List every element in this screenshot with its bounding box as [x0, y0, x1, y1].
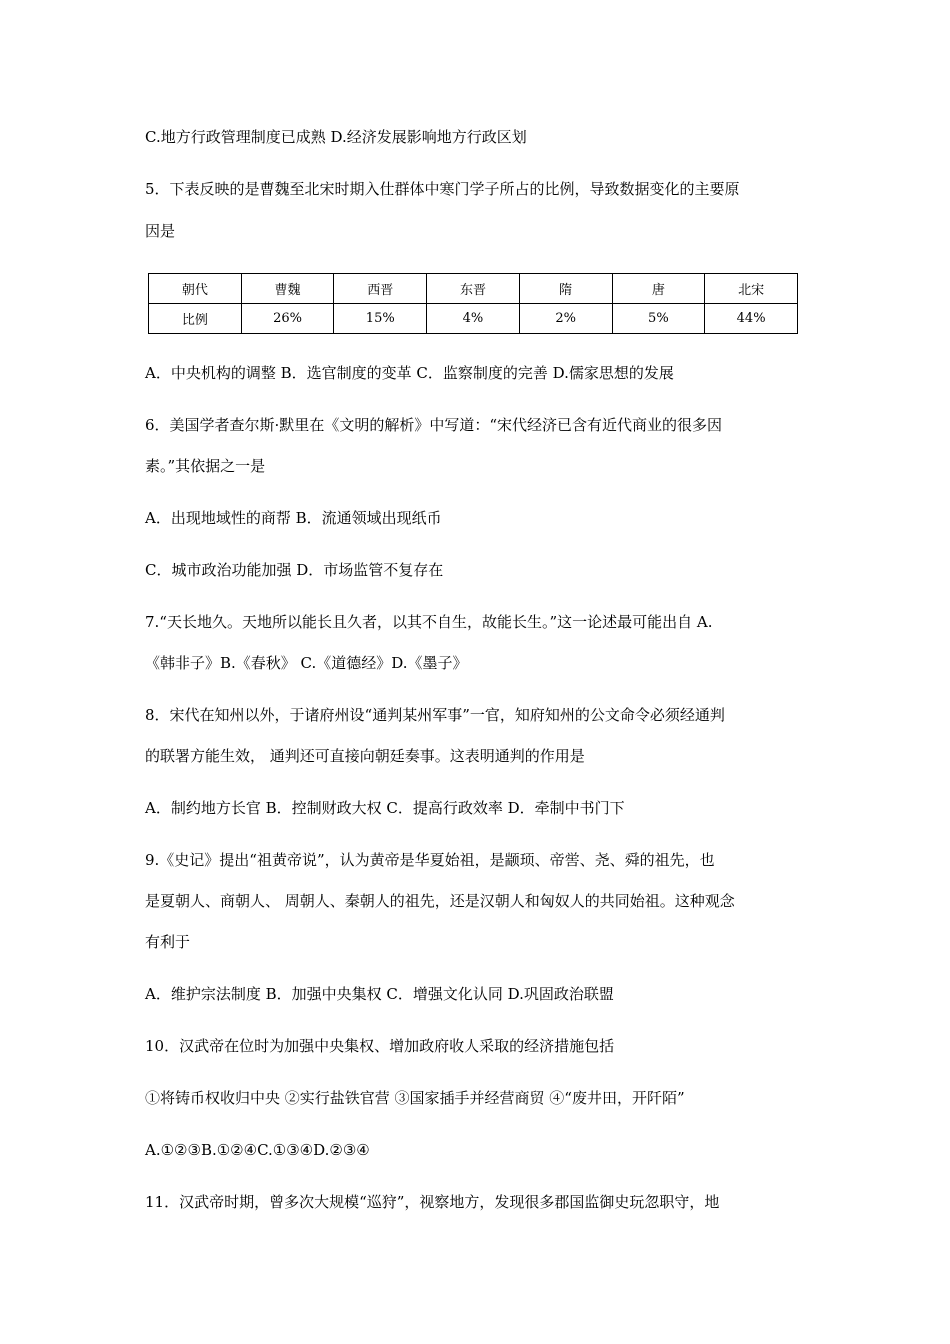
table-header-cell: 朝代 — [149, 274, 242, 304]
table-cell: 5% — [612, 304, 705, 334]
q8-stem-line-2: 的联署方能生效， 通判还可直接向朝廷奏事。这表明通判的作用是 — [145, 747, 585, 765]
q6-stem-line-2: 素。”其依据之一是 — [145, 457, 266, 475]
q8-options: A．制约地方长官 B．控制财政大权 C．提高行政效率 D．牵制中书门下 — [145, 799, 625, 817]
q5-options: A．中央机构的调整 B．选官制度的变革 C．监察制度的完善 D.儒家思想的发展 — [145, 364, 674, 382]
table-cell: 15% — [334, 304, 427, 334]
table-header-cell: 东晋 — [427, 274, 520, 304]
table-cell: 2% — [519, 304, 612, 334]
table-header-row — [149, 274, 798, 304]
q10-options: A.①②③B.①②④C.①③④D.②③④ — [145, 1141, 370, 1159]
q9-options: A．维护宗法制度 B．加强中央集权 C．增强文化认同 D.巩固政治联盟 — [145, 985, 614, 1003]
table-header-cell: 隋 — [519, 274, 612, 304]
q8-stem-line-1: 8．宋代在知州以外，于诸府州设“通判某州军事”一官，知府知州的公文命令必须经通判 — [145, 706, 725, 724]
q9-stem-line-1: 9.《史记》提出“祖黄帝说”，认为黄帝是华夏始祖，是颛顼、帝喾、尧、舜的祖先，也 — [145, 851, 715, 869]
q6-options-ab: A．出现地域性的商帮 B．流通领域出现纸币 — [145, 509, 442, 527]
table-header-cell: 曹魏 — [241, 274, 334, 304]
table-cell: 26% — [241, 304, 334, 334]
q9-stem-line-2: 是夏朝人、商朝人、 周朝人、秦朝人的祖先，还是汉朝人和匈奴人的共同始祖。这种观念 — [145, 892, 735, 910]
q7-options: 《韩非子》B.《春秋》 C.《道德经》D.《墨子》 — [145, 654, 468, 672]
q4-option-cd: C.地方行政管理制度已成熟 D.经济发展影响地方行政区划 — [145, 128, 527, 146]
table-header-cell: 北宋 — [705, 274, 798, 304]
table-cell: 44% — [705, 304, 798, 334]
table-row — [149, 304, 798, 334]
q6-options-cd: C．城市政治功能加强 D．市场监管不复存在 — [145, 561, 444, 579]
table-header-cell: 唐 — [612, 274, 705, 304]
q11-stem-line-1: 11．汉武帝时期，曾多次大规模“巡狩”，视察地方，发现很多郡国监御史玩忽职守，地 — [145, 1193, 720, 1211]
q10-items: ①将铸币权收归中央 ②实行盐铁官营 ③国家插手并经营商贸 ④“废井田，开阡陌” — [145, 1089, 685, 1107]
table-header-cell: 西晋 — [334, 274, 427, 304]
q7-stem-line-1: 7.“天长地久。天地所以能长且久者，以其不自生，故能长生。”这一论述最可能出自 A. — [145, 613, 713, 631]
q9-stem-line-3: 有利于 — [145, 933, 191, 951]
table-cell: 比例 — [149, 304, 242, 334]
q6-stem-line-1: 6．美国学者查尔斯·默里在《文明的解析》中写道：“宋代经济已含有近代商业的很多因 — [145, 416, 722, 434]
q5-stem-line-1: 5．下表反映的是曹魏至北宋时期入仕群体中寒门学子所占的比例，导致数据变化的主要原 — [145, 180, 740, 198]
table-cell: 4% — [427, 304, 520, 334]
ratio-table — [148, 273, 798, 334]
q10-stem: 10．汉武帝在位时为加强中央集权、增加政府收人采取的经济措施包括 — [145, 1037, 615, 1055]
q5-stem-line-2: 因是 — [145, 222, 176, 240]
